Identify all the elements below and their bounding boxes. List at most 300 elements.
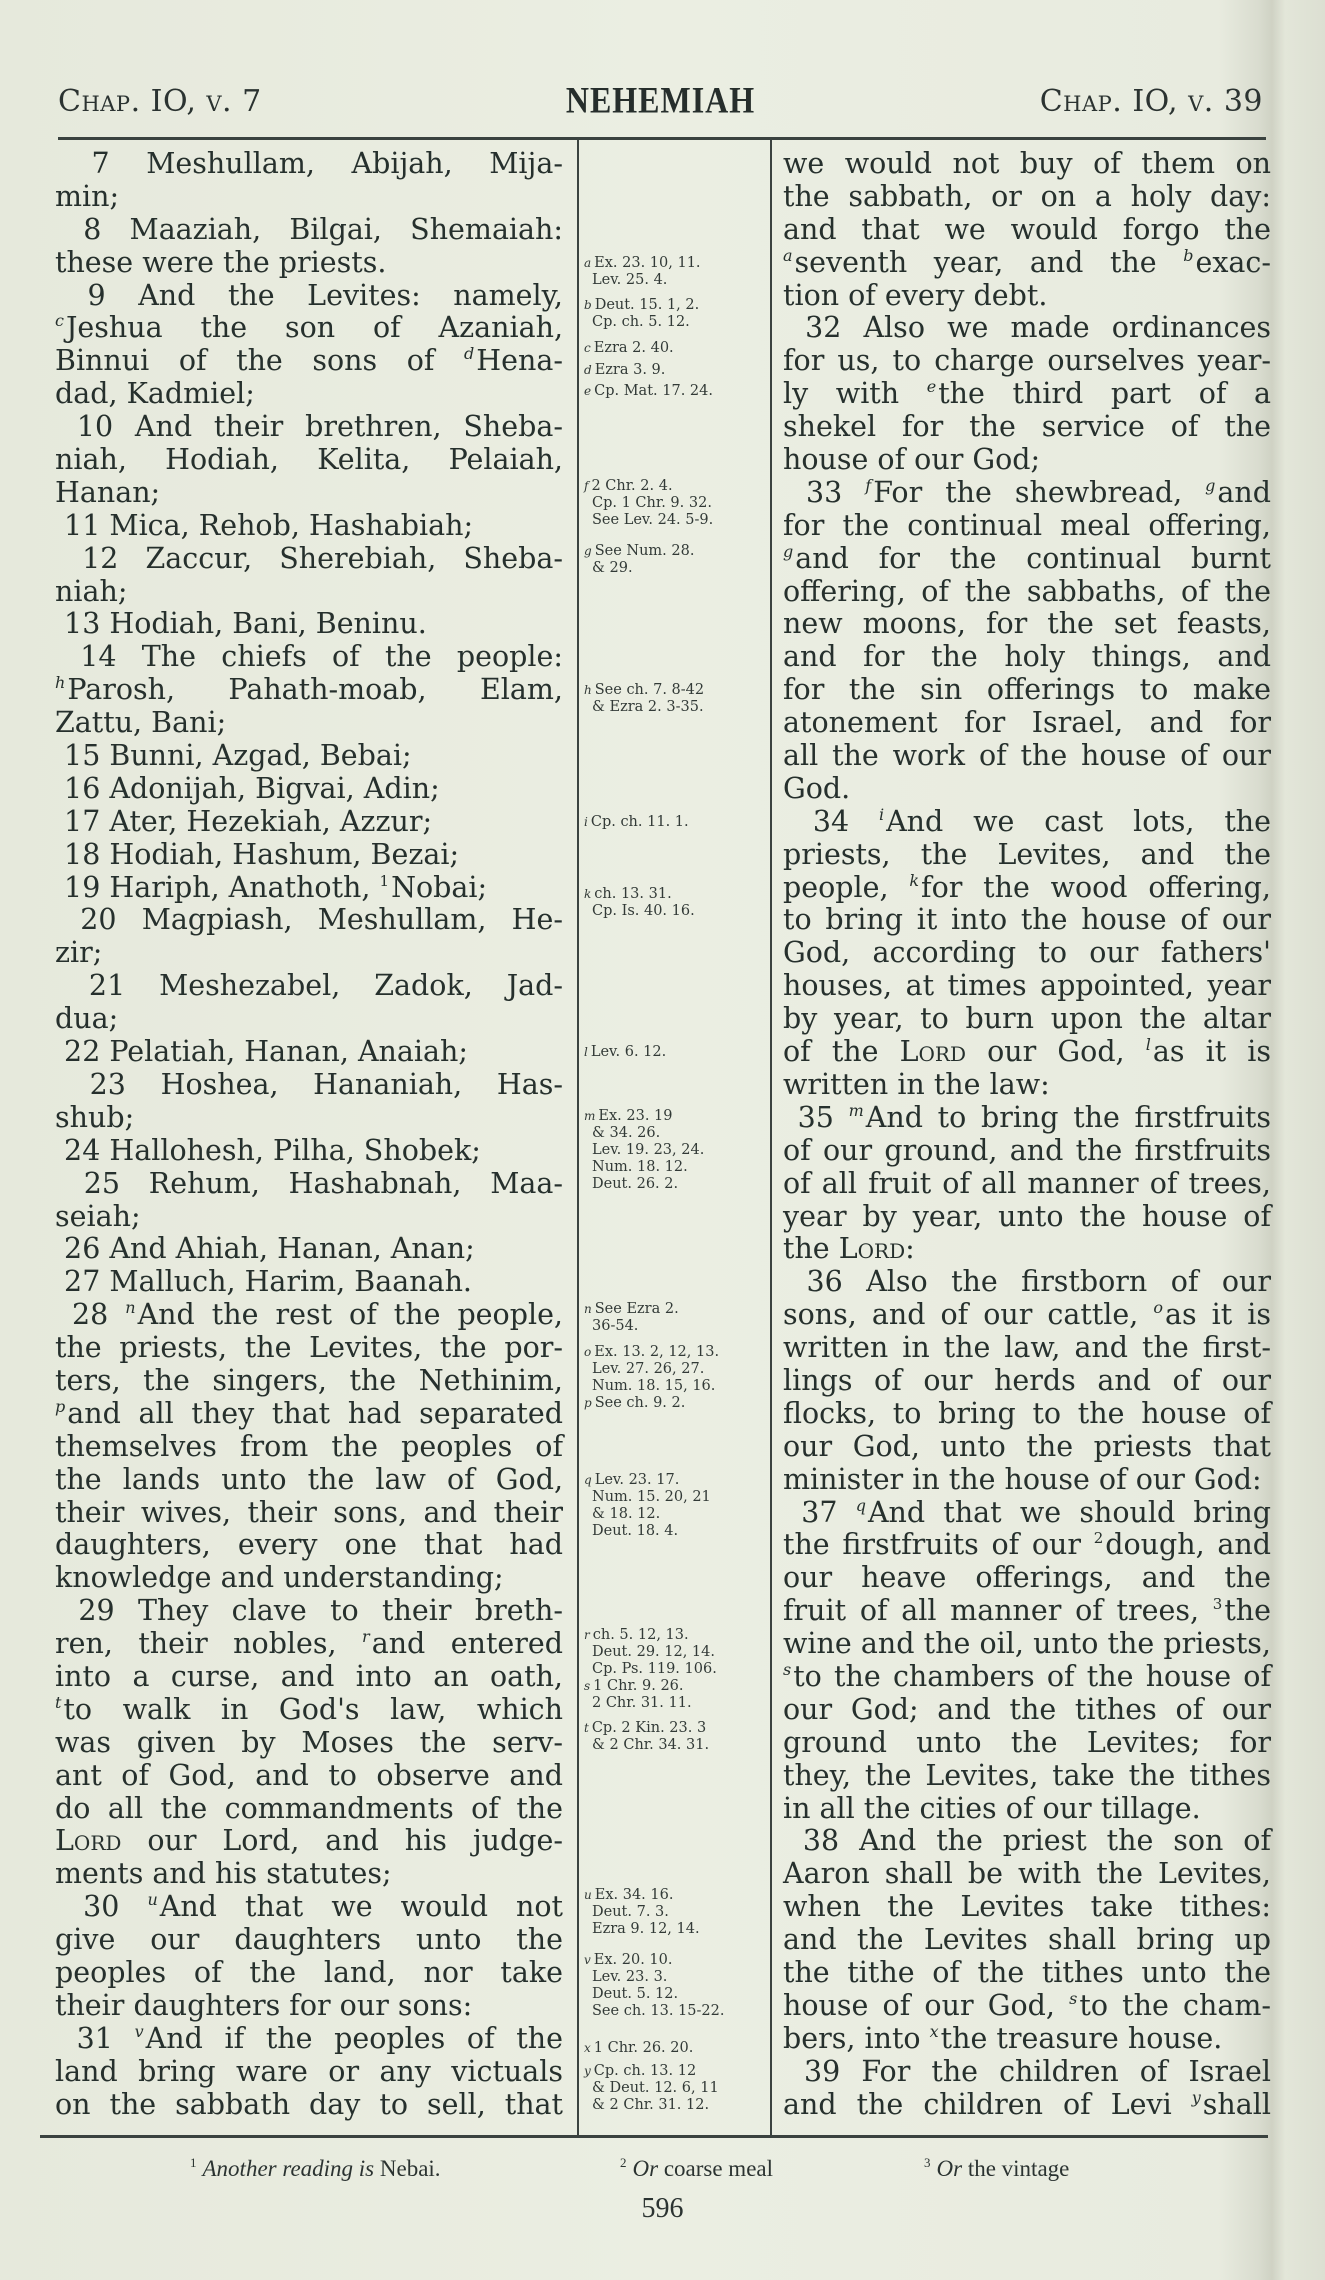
text-segment: God. <box>783 771 851 805</box>
text-segment: their wives, their sons, and their <box>55 1495 563 1529</box>
reference-text: & Deut. 12. 6, 11 <box>592 2079 719 2096</box>
reference-text: Cp. Mat. 17. 24. <box>594 383 713 399</box>
text-segment: and the children of Levi <box>783 2087 1192 2121</box>
text-line <box>55 444 563 477</box>
text-line <box>55 707 563 740</box>
text-line <box>783 1924 1271 1957</box>
text-line <box>55 345 563 378</box>
text-line <box>55 1069 563 1102</box>
text-segment: and that we would forgo the <box>783 212 1271 246</box>
text-line <box>783 148 1271 181</box>
cross-reference-marker: e <box>926 377 937 397</box>
text-segment: for us, to charge ourselves year- <box>783 344 1271 378</box>
text-segment: our God, unto the priests that <box>783 1429 1271 1463</box>
text-segment: the third part of a <box>938 377 1272 411</box>
text-line <box>55 641 563 674</box>
text-line <box>55 477 563 510</box>
text-segment: 9 And the Levites: namely, <box>55 278 563 312</box>
text-segment: ters, the singers, the Nethinim, <box>55 1363 563 1397</box>
reference-text: Ex. 23. 10, 11. <box>594 254 701 271</box>
reference-letter: g <box>584 543 592 558</box>
reference-line <box>584 1301 769 1318</box>
text-line <box>55 1299 563 1332</box>
footnote-1 <box>190 2155 441 2182</box>
text-line <box>783 872 1271 905</box>
text-segment: peoples of the land, nor take <box>55 1955 563 1989</box>
footnote-number: 2 <box>620 2155 627 2170</box>
text-line <box>55 1266 563 1299</box>
text-segment: 20 Magpiash, Meshullam, He- <box>55 903 563 937</box>
text-segment: the <box>783 1232 839 1266</box>
text-segment: seventh year, and the <box>794 245 1184 279</box>
text-segment: wine and the oil, unto the priests, <box>783 1627 1271 1661</box>
reference-text: See ch. 7. 8-42 <box>594 682 705 699</box>
text-segment: 17 Ater, Hezekiah, Azzur; <box>55 804 433 838</box>
reference-text: Deut. 18. 4. <box>592 1523 679 1539</box>
footnote-italic: Or <box>936 2156 963 2181</box>
text-segment: 21 Meshezabel, Zadok, Jad- <box>55 969 563 1003</box>
reference-text: Num. 15. 20, 21 <box>592 1489 711 1505</box>
text-line <box>55 1858 563 1891</box>
text-segment: And the rest of the people, <box>137 1298 563 1332</box>
text-segment: the firstfruits of our <box>783 1528 1094 1562</box>
text-line <box>783 1760 1271 1793</box>
text-segment: our heave offerings, and the <box>783 1561 1271 1595</box>
text-segment: our God; and the tithes of our <box>783 1692 1271 1726</box>
reference-line <box>584 297 769 314</box>
footnote-italic: Or <box>632 2156 659 2181</box>
text-line <box>783 1661 1271 1694</box>
reference-letter: h <box>584 683 592 698</box>
text-segment: ren, their nobles, <box>55 1627 363 1661</box>
text-line <box>55 872 563 905</box>
footnote-marker: 2 <box>1093 1529 1104 1548</box>
text-line <box>783 247 1271 280</box>
text-line <box>55 1793 563 1826</box>
cross-reference-marker: g <box>783 541 794 561</box>
reference-text: Lev. 23. 3. <box>592 1969 668 1986</box>
text-segment: of our ground, and the firstfruits <box>783 1133 1271 1167</box>
text-line <box>55 247 563 280</box>
margin-reference <box>584 1344 769 1395</box>
text-segment: ant of God, and to observe and <box>55 1758 563 1792</box>
margin-reference <box>584 1952 769 2020</box>
margin-reference <box>584 682 769 716</box>
reference-line <box>584 1904 769 1921</box>
text-segment: shub; <box>55 1100 135 1134</box>
text-segment: shall <box>1202 2087 1271 2121</box>
reference-text: Lev. 25. 4. <box>592 271 668 288</box>
text-segment: 22 Pelatiah, Hanan, Anaiah; <box>55 1035 468 1069</box>
text-segment: seiah; <box>55 1199 141 1233</box>
text-segment: and the Levites shall bring up <box>783 1923 1271 1957</box>
footnote-3 <box>924 2155 1069 2182</box>
text-line <box>783 1825 1271 1858</box>
footnote-text: the vintage <box>962 2156 1070 2181</box>
text-segment: 12 Zaccur, Sherebiah, Sheba- <box>55 541 563 575</box>
text-segment: daughters, every one that had <box>55 1528 563 1562</box>
text-line <box>55 1990 563 2023</box>
text-segment: Binnui of the sons of <box>55 344 465 378</box>
text-segment: when the Levites take tithes: <box>783 1890 1271 1924</box>
reference-letter: v <box>584 1953 591 1968</box>
text-segment: Jeshua the son of Azaniah, <box>65 311 563 345</box>
text-line <box>783 740 1271 773</box>
reference-line <box>584 1986 769 2003</box>
reference-text: ch. 13. 31. <box>594 886 672 903</box>
reference-letter: p <box>584 1395 592 1410</box>
cross-reference-marker: p <box>55 1396 66 1416</box>
text-line <box>783 806 1271 839</box>
text-line <box>783 1497 1271 1530</box>
text-line <box>783 280 1271 313</box>
text-line <box>783 2023 1271 2056</box>
text-segment: and all they that had separated <box>67 1396 563 1430</box>
text-segment: 36 Also the firstborn of our <box>783 1265 1271 1299</box>
text-segment: 13 Hodiah, Bani, Beninu. <box>55 607 427 641</box>
reference-text: Cp. 2 Kin. 23. 3 <box>591 1720 707 1737</box>
divine-name: Lord <box>55 1824 122 1858</box>
text-segment: 19 Hariph, Anathoth, <box>55 870 380 904</box>
reference-text: Ex. 34. 16. <box>594 1886 674 1903</box>
text-line <box>783 2089 1271 2122</box>
text-line <box>55 148 563 181</box>
text-segment: of the <box>783 1035 900 1069</box>
text-segment: Parosh, Pahath-moab, Elam, <box>67 673 563 707</box>
text-line <box>55 1924 563 1957</box>
text-segment: for the wood offering, <box>921 870 1271 904</box>
text-line <box>783 345 1271 378</box>
footnote-text: coarse meal <box>658 2156 773 2181</box>
reference-line <box>584 1395 769 1412</box>
text-segment: was given by Moses the serv- <box>55 1725 563 1759</box>
reference-line <box>584 2063 769 2080</box>
text-line <box>55 1464 563 1497</box>
cross-reference-marker: k <box>909 870 920 890</box>
text-line <box>783 1957 1271 1990</box>
text-segment: 8 Maaziah, Bilgai, Shemaiah: <box>55 212 563 246</box>
footnote-number: 1 <box>190 2155 197 2170</box>
text-segment: For the shewbread, <box>873 475 1206 509</box>
reference-line <box>584 560 769 577</box>
reference-line <box>584 1472 769 1489</box>
reference-line <box>584 1695 769 1712</box>
text-line <box>783 937 1271 970</box>
text-segment: 32 Also we made ordinances <box>783 311 1271 345</box>
reference-text: Deut. 15. 1, 2. <box>594 297 700 314</box>
text-line <box>55 2023 563 2056</box>
reference-letter: t <box>584 1721 589 1736</box>
margin-reference <box>584 340 769 357</box>
reference-text: Cp. ch. 5. 12. <box>592 314 690 331</box>
text-line <box>783 1562 1271 1595</box>
text-line <box>783 1464 1271 1497</box>
text-line <box>783 1201 1271 1234</box>
reference-text: Deut. 7. 3. <box>592 1903 669 1920</box>
text-segment: on the sabbath day to sell, that <box>55 2087 563 2121</box>
text-segment: and for the holy things, and <box>783 640 1271 674</box>
text-segment: 29 They clave to their breth- <box>55 1594 563 1628</box>
text-line <box>55 740 563 773</box>
text-line <box>55 1727 563 1760</box>
text-line <box>783 1529 1271 1562</box>
text-line <box>783 707 1271 740</box>
reference-line <box>584 1176 769 1193</box>
reference-line <box>584 495 769 512</box>
text-line <box>783 1168 1271 1201</box>
footnote-marker: 1 <box>379 871 390 890</box>
text-segment: tion of every debt. <box>783 278 1048 312</box>
text-line <box>55 970 563 1003</box>
reference-line <box>584 340 769 357</box>
reference-text: Cp. ch. 11. 1. <box>590 814 689 830</box>
footnote-marker: 3 <box>1212 1595 1223 1614</box>
cross-reference-marker: q <box>855 1495 866 1515</box>
reference-line <box>584 255 769 272</box>
reference-line <box>584 314 769 331</box>
reference-line <box>584 1344 769 1361</box>
text-line <box>783 510 1271 543</box>
reference-line <box>584 512 769 529</box>
margin-reference <box>584 362 769 379</box>
text-line <box>783 839 1271 872</box>
text-line <box>783 641 1271 674</box>
text-line <box>783 1595 1271 1628</box>
text-line <box>55 904 563 937</box>
text-line <box>783 444 1271 477</box>
reference-letter: b <box>584 298 592 313</box>
reference-line <box>584 1921 769 1938</box>
text-segment: as it is <box>1152 1035 1272 1069</box>
reference-letter: x <box>584 2040 591 2055</box>
reference-text: 36-54. <box>592 1317 639 1334</box>
reference-line <box>584 682 769 699</box>
text-line <box>783 1233 1271 1266</box>
text-line <box>783 1299 1271 1332</box>
reference-letter: q <box>584 1473 592 1487</box>
text-segment: 14 The chiefs of the people: <box>55 640 563 674</box>
text-line <box>55 1694 563 1727</box>
text-line <box>55 1102 563 1135</box>
reference-letter: c <box>584 341 591 356</box>
text-segment: these were the priests. <box>55 245 387 279</box>
reference-text: Num. 18. 12. <box>592 1159 688 1176</box>
text-line <box>783 904 1271 937</box>
reference-line <box>584 699 769 716</box>
text-segment: Nobai; <box>391 870 488 904</box>
text-segment: into a curse, and into an oath, <box>55 1659 563 1693</box>
text-line <box>55 1529 563 1562</box>
text-line <box>783 674 1271 707</box>
text-line <box>55 608 563 641</box>
text-line <box>55 280 563 313</box>
text-line <box>783 1365 1271 1398</box>
reference-text: See Lev. 24. 5-9. <box>592 512 714 529</box>
reference-letter: l <box>584 1045 588 1060</box>
cross-reference-marker: y <box>1191 2087 1201 2107</box>
text-line <box>783 543 1271 576</box>
header-rule <box>58 137 1266 140</box>
text-segment: And to bring the firstfruits <box>865 1100 1271 1134</box>
text-line <box>55 806 563 839</box>
reference-line <box>584 903 769 920</box>
margin-reference <box>584 886 769 920</box>
text-segment: 35 <box>783 1100 849 1134</box>
reference-letter: n <box>584 1301 592 1316</box>
reference-text: 2 Chr. 2. 4. <box>591 478 673 495</box>
text-segment: the treasure house. <box>940 2021 1223 2055</box>
text-line <box>55 1628 563 1661</box>
column-divider-right <box>770 138 772 2135</box>
text-segment: and for the continual burnt <box>795 541 1271 575</box>
text-line <box>55 674 563 707</box>
reference-line <box>584 362 769 379</box>
text-line <box>55 312 563 345</box>
text-segment: 27 Malluch, Harim, Baanah. <box>55 1265 472 1299</box>
text-line <box>55 1168 563 1201</box>
text-segment: and <box>1217 475 1271 509</box>
reference-text: Lev. 19. 23, 24. <box>592 1142 705 1159</box>
text-line <box>55 773 563 806</box>
text-segment: 25 Rehum, Hashabnah, Maa- <box>55 1166 563 1200</box>
text-line <box>55 839 563 872</box>
text-line <box>55 1201 563 1234</box>
reference-line <box>584 1644 769 1661</box>
margin-reference <box>584 383 769 400</box>
text-segment: by year, to burn upon the altar <box>783 1002 1271 1036</box>
text-line <box>783 1266 1271 1299</box>
text-segment: dad, Kadmiel; <box>55 377 255 411</box>
footnote-italic: Another reading is <box>202 2156 375 2181</box>
text-segment: 16 Adonijah, Bigvai, Adin; <box>55 771 440 805</box>
margin-reference <box>584 478 769 529</box>
text-segment: new moons, for the set feasts, <box>783 607 1271 641</box>
text-segment: And that we should bring <box>867 1495 1271 1529</box>
reference-line <box>584 1159 769 1176</box>
text-line <box>55 1365 563 1398</box>
margin-reference <box>584 297 769 331</box>
reference-line <box>584 1361 769 1378</box>
text-line <box>783 411 1271 444</box>
text-segment: 18 Hodiah, Hashum, Bezai; <box>55 837 460 871</box>
text-segment: 33 <box>783 475 866 509</box>
reference-line <box>584 1969 769 1986</box>
text-line <box>783 1990 1271 2023</box>
reference-line <box>584 1627 769 1644</box>
reference-line <box>584 2040 769 2057</box>
reference-line <box>584 1125 769 1142</box>
text-line <box>55 1760 563 1793</box>
text-segment: do all the commandments of the <box>55 1791 563 1825</box>
text-line <box>55 214 563 247</box>
cross-reference-marker: o <box>1153 1298 1163 1318</box>
left-text-column <box>55 148 563 2121</box>
reference-text: 1 Chr. 9. 26. <box>593 1677 684 1694</box>
text-line <box>55 1398 563 1431</box>
text-line <box>783 1793 1271 1826</box>
reference-letter: o <box>584 1344 592 1359</box>
reference-text: Ezra 9. 12, 14. <box>592 1920 700 1937</box>
text-line <box>783 1694 1271 1727</box>
text-segment: the tithe of the tithes unto the <box>783 1955 1271 1989</box>
text-line <box>783 312 1271 345</box>
text-segment: house of our God; <box>783 443 1041 477</box>
reference-line <box>584 1523 769 1540</box>
reference-text: Lev. 6. 12. <box>590 1044 667 1061</box>
text-segment: 10 And their brethren, Sheba- <box>55 410 563 444</box>
reference-text: Ex. 23. 19 <box>598 1108 673 1125</box>
footnote-text: Nebai. <box>374 2156 441 2181</box>
text-segment: our God, <box>966 1035 1146 1069</box>
text-segment: houses, at times appointed, year <box>783 969 1271 1003</box>
running-header <box>58 80 1263 124</box>
text-segment: atonement for Israel, and for <box>783 706 1271 740</box>
text-segment: bers, into <box>783 2021 930 2055</box>
text-line <box>783 1135 1271 1168</box>
text-segment: the <box>1224 1594 1271 1628</box>
text-line <box>55 411 563 444</box>
text-line <box>55 510 563 543</box>
reference-text: See ch. 9. 2. <box>594 1394 686 1411</box>
column-divider-left <box>577 138 579 2135</box>
text-segment: exac- <box>1195 245 1271 279</box>
cross-reference-marker: i <box>878 804 885 824</box>
book-title: NEHEMIAH <box>565 79 756 121</box>
cross-reference-marker: u <box>147 1890 158 1910</box>
reference-text: Cp. ch. 13. 12 <box>593 2062 697 2079</box>
text-line <box>783 1036 1271 1069</box>
cross-reference-marker: b <box>1183 245 1194 265</box>
text-line <box>783 576 1271 609</box>
reference-text: & 29. <box>592 559 633 576</box>
text-segment: ments and his statutes; <box>55 1857 392 1891</box>
reference-line <box>584 1108 769 1125</box>
reference-text: Ezra 3. 9. <box>594 361 666 378</box>
text-line <box>783 608 1271 641</box>
text-segment: and entered <box>371 1627 563 1661</box>
text-segment: 23 Hoshea, Hananiah, Has- <box>55 1067 563 1101</box>
reference-letter: d <box>584 362 592 377</box>
reference-line <box>584 886 769 903</box>
text-line <box>783 1332 1271 1365</box>
reference-line <box>584 543 769 560</box>
text-segment: minister in the house of our God: <box>783 1462 1262 1496</box>
text-segment: 34 <box>783 804 879 838</box>
cross-reference-marker: g <box>1205 475 1216 495</box>
reference-line <box>584 383 769 400</box>
reference-line <box>584 2097 769 2114</box>
margin-reference <box>584 1301 769 1335</box>
margin-reference <box>584 2040 769 2057</box>
reference-text: Deut. 29. 12, 14. <box>592 1643 715 1660</box>
text-line <box>783 1102 1271 1135</box>
text-line <box>55 2056 563 2089</box>
text-line <box>783 214 1271 247</box>
reference-text: & 18. 12. <box>592 1506 661 1522</box>
text-segment: 24 Hallohesh, Pilha, Shobek; <box>55 1133 481 1167</box>
reference-text: Ex. 13. 2, 12, 13. <box>594 1343 720 1360</box>
text-line <box>55 2089 563 2122</box>
cross-reference-marker: h <box>55 673 66 693</box>
text-line <box>783 1628 1271 1661</box>
page-number: 596 <box>641 2193 684 2224</box>
text-segment: And we cast lots, the <box>886 804 1271 838</box>
text-segment: written in the law, and the first- <box>783 1331 1271 1365</box>
header-chapter-start: Chap. IO, v. 7 <box>58 84 262 119</box>
text-segment: 28 <box>55 1298 126 1332</box>
reference-line <box>584 1044 769 1061</box>
text-segment: 11 Mica, Rehob, Hashabiah; <box>55 508 474 542</box>
